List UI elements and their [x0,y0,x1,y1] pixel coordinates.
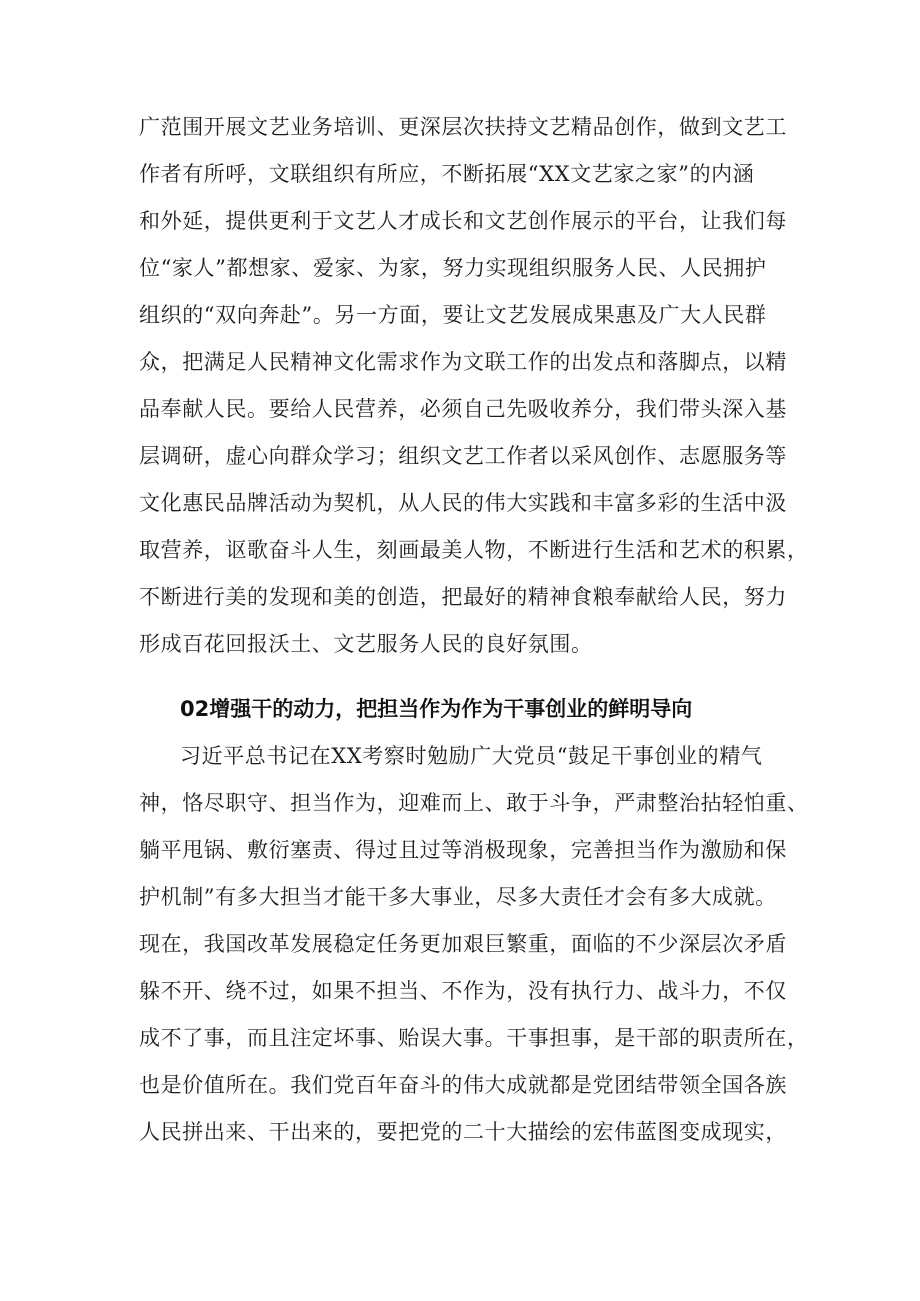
paragraph-line: 组织的“双向奔赴”。另一方面，要让文艺发展成果惠及广大人民群 [139,303,767,327]
paragraph-line: 形成百花回报沃土、文艺服务人民的良好氛围。 [139,632,593,656]
paragraph-line: 不断进行美的发现和美的创造，把最好的精神食粮奉献给人民，努力 [139,585,787,609]
paragraph-line: 作者有所呼，文联组织有所应，不断拓展“XX文艺家之家”的内涵 [139,162,755,186]
paragraph-line: 位“家人”都想家、爱家、为家，努力实现组织服务人民、人民拥护 [139,256,767,280]
paragraph-line: 躲不开、绕不过，如果不担当、不作为，没有执行力、战斗力，不仅 [139,979,787,1003]
paragraph-line: 躺平甩锅、敷衍塞责、得过且过等消极现象，完善担当作为激励和保 [139,838,787,862]
paragraph-line: 文化惠民品牌活动为契机，从人民的伟大实践和丰富多彩的生活中汲 [139,491,787,515]
paragraph-line: 也是价值所在。我们党百年奋斗的伟大成就都是党团结带领全国各族 [139,1073,787,1097]
paragraph-line: 现在，我国改革发展稳定任务更加艰巨繁重，面临的不少深层次矛盾 [139,932,787,956]
paragraph-line: 品奉献人民。要给人民营养，必须自己先吸收养分，我们带头深入基 [139,397,787,421]
paragraph-line: 护机制”有多大担当才能干多大事业，尽多大责任才会有多大成就。 [139,885,777,909]
paragraph-line: 习近平总书记在XX考察时勉励广大党员“鼓足干事创业的精气 [180,744,763,768]
paragraph-line: 层调研，虚心向群众学习；组织文艺工作者以采风创作、志愿服务等 [139,444,787,468]
paragraph-line: 众，把满足人民精神文化需求作为文联工作的出发点和落脚点，以精 [139,350,787,374]
section-heading: 02增强干的动力，把担当作为作为干事创业的鲜明导向 [180,697,693,721]
paragraph-line: 和外延，提供更利于文艺人才成长和文艺创作展示的平台，让我们每 [139,209,787,233]
paragraph-line: 取营养，讴歌奋斗人生，刻画最美人物，不断进行生活和艺术的积累， [139,538,809,562]
paragraph-line: 广范围开展文艺业务培训、更深层次扶持文艺精品创作，做到文艺工 [139,115,787,139]
paragraph-line: 神，恪尽职守、担当作为，迎难而上、敢于斗争，严肃整治拈轻怕重、 [139,791,809,815]
paragraph-line: 人民拼出来、干出来的，要把党的二十大描绘的宏伟蓝图变成现实， [139,1120,787,1144]
paragraph-line: 成不了事，而且注定坏事、贻误大事。干事担事，是干部的职责所在， [139,1026,809,1050]
